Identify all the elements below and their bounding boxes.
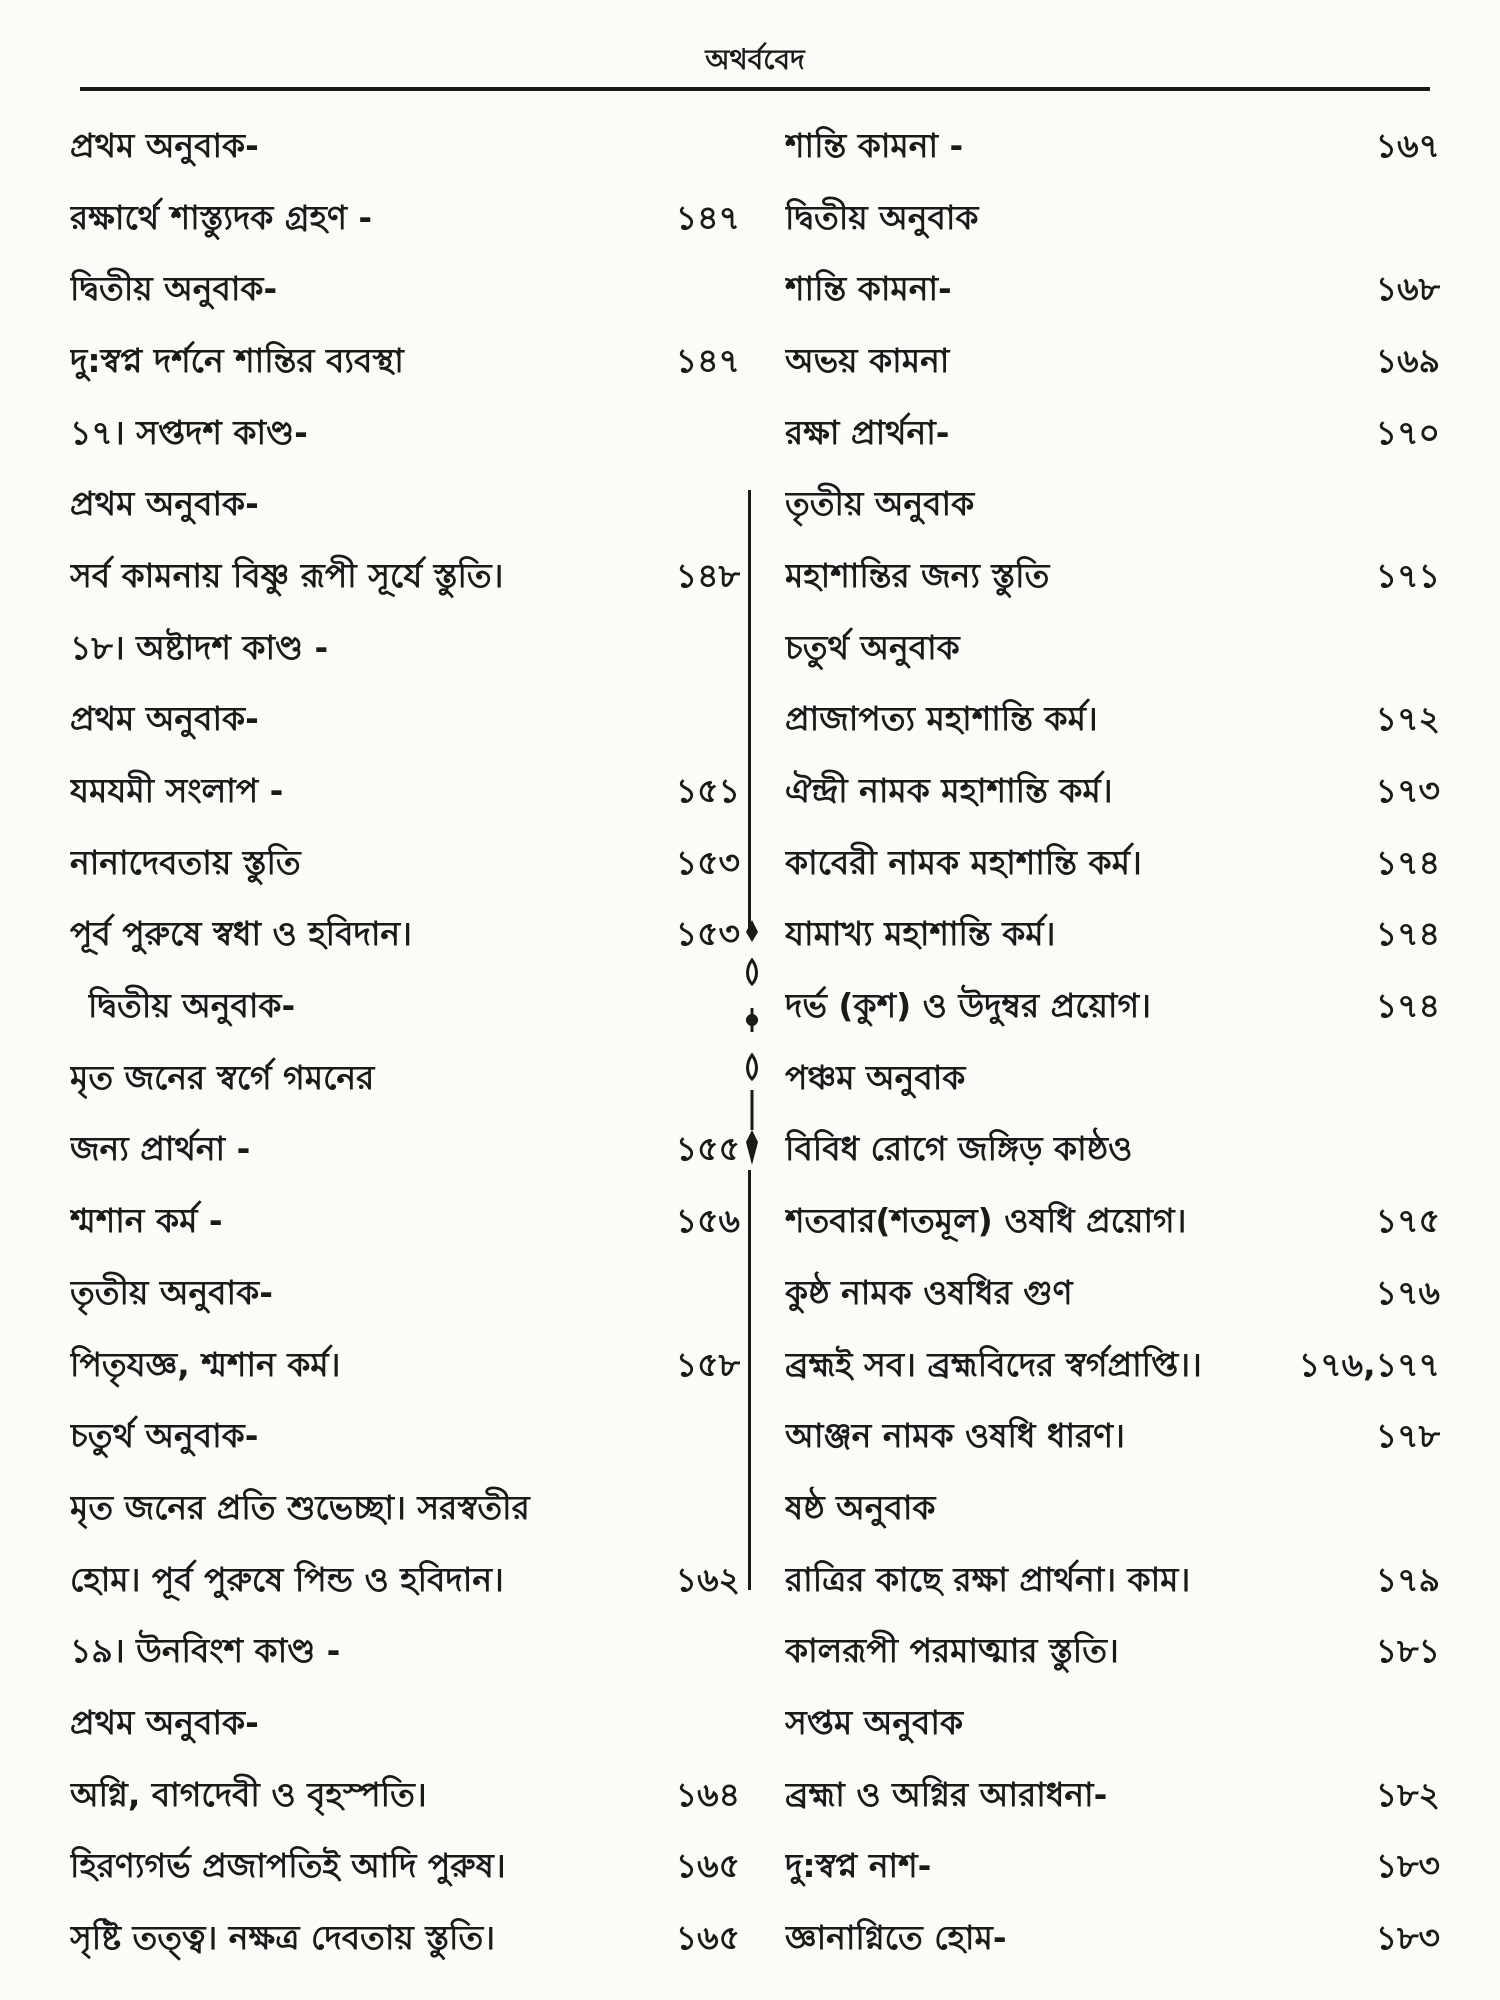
toc-entry-page-number: ১৭৩	[1375, 771, 1440, 811]
toc-entry-text: মহাশান্তির জন্য স্তুতি	[785, 555, 1050, 595]
toc-entry-text: ব্রহ্মা ও অগ্নির আরাধনা-	[785, 1774, 1108, 1814]
toc-entry-page-number: ১৮২	[1375, 1774, 1440, 1814]
toc-entry	[785, 1259, 1440, 1331]
toc-entry-page-number: ১৬৪	[675, 1774, 740, 1814]
toc-entry-page-number: ১৬৫	[675, 1846, 740, 1886]
toc-entry	[785, 1689, 1440, 1761]
toc-entry-page-number: ১৬৯	[1375, 340, 1440, 380]
toc-entry	[70, 1833, 740, 1905]
toc-entry	[785, 1474, 1440, 1546]
toc-entry	[785, 1761, 1440, 1833]
toc-entry-text: প্রথম অনুবাক-	[70, 1702, 259, 1742]
toc-entry-page-number: ১৮৩	[1375, 1918, 1440, 1958]
toc-entry-page-number: ১৫৮	[675, 1344, 740, 1384]
toc-entry	[70, 1761, 740, 1833]
toc-entry-page-number: ১৮১	[1375, 1631, 1440, 1671]
toc-entry-text: যমযমী সংলাপ -	[70, 771, 284, 811]
toc-entry-page-number: ১৮৩	[1375, 1846, 1440, 1886]
column-divider-lower	[748, 1170, 751, 1590]
toc-entry	[70, 1904, 740, 1976]
toc-entry-text: প্রথম অনুবাক-	[70, 699, 259, 739]
toc-entry	[785, 112, 1440, 184]
toc-entry-text: দু:স্বপ্ন নাশ-	[785, 1846, 932, 1886]
column-divider-upper	[748, 490, 751, 930]
toc-entry-text: বিবিধ রোগে জঙ্গিড় কাষ্ঠও	[785, 1129, 1133, 1169]
toc-entry	[785, 972, 1440, 1044]
toc-entry	[70, 399, 740, 471]
toc-entry	[70, 1259, 740, 1331]
toc-entry-page-number: ১৫৬	[675, 1201, 740, 1241]
toc-entry-text: দ্বিতীয় অনুবাক-	[70, 269, 278, 309]
toc-entry-text: দ্বিতীয় অনুবাক-	[88, 986, 296, 1026]
toc-entry	[70, 686, 740, 758]
toc-entry	[70, 614, 740, 686]
toc-entry-text: প্রথম অনুবাক-	[70, 125, 259, 165]
toc-entry-text: শ্মশান কর্ম -	[70, 1201, 223, 1241]
toc-entry-text: ঐন্দ্রী নামক মহাশান্তি কর্ম।	[785, 771, 1113, 811]
toc-entry-text: ব্রহ্মই সব। ব্রহ্মবিদের স্বর্গপ্রাপ্তি।।	[785, 1344, 1202, 1384]
toc-entry	[785, 399, 1440, 471]
toc-entry	[70, 112, 740, 184]
toc-entry-page-number: ১৭১	[1375, 555, 1440, 595]
toc-entry	[70, 1474, 740, 1546]
toc-entry	[785, 757, 1440, 829]
toc-entry-text: শান্তি কামনা -	[785, 125, 964, 165]
toc-entry-text: পিতৃযজ্ঞ, শ্মশান কর্ম।	[70, 1344, 341, 1384]
toc-entry-text: তৃতীয় অনুবাক	[785, 484, 975, 524]
toc-entry-text: জন্য প্রার্থনা -	[70, 1129, 251, 1169]
toc-entry	[785, 1833, 1440, 1905]
toc-entry-text: সর্ব কামনায় বিষ্ণু রূপী সূর্যে স্তুতি।	[70, 555, 504, 595]
toc-entry-page-number: ১৭৪	[1375, 842, 1440, 882]
ornamental-divider	[744, 920, 760, 1170]
toc-entry-text: তৃতীয় অনুবাক-	[70, 1272, 273, 1312]
toc-entry-page-number: ১৪৭	[675, 340, 740, 380]
toc-entry-text: ষষ্ঠ অনুবাক	[785, 1487, 936, 1527]
toc-entry-page-number: ১৬৭	[1375, 125, 1440, 165]
toc-entry	[785, 327, 1440, 399]
toc-entry-text: কালরূপী পরমাত্মার স্তুতি।	[785, 1631, 1119, 1671]
toc-entry-text: দ্বিতীয় অনুবাক	[785, 197, 979, 237]
toc-entry-text: প্রথম অনুবাক-	[70, 484, 259, 524]
toc-entry	[785, 542, 1440, 614]
toc-entry-text: চতুর্থ অনুবাক-	[70, 1416, 259, 1456]
toc-entry	[785, 184, 1440, 256]
toc-entry	[70, 470, 740, 542]
toc-entry-text: কাবেরী নামক মহাশান্তি কর্ম।	[785, 842, 1142, 882]
toc-entry-page-number: ১৬৫	[675, 1918, 740, 1958]
toc-entry-text: সৃষ্টি তত্ত্ব। নক্ষত্র দেবতায় স্তুতি।	[70, 1918, 496, 1958]
page-header-title: অথর্ববেদ	[705, 43, 805, 76]
toc-entry-text: কুষ্ঠ নামক ওষধির গুণ	[785, 1272, 1073, 1312]
toc-entry	[785, 614, 1440, 686]
toc-entry	[785, 1617, 1440, 1689]
toc-entry-page-number: ১৭৮	[1375, 1416, 1440, 1456]
toc-entry-text: অগ্নি, বাগদেবী ও বৃহস্পতি।	[70, 1774, 427, 1814]
toc-entry-page-number: ১৫১	[675, 771, 740, 811]
toc-entry	[70, 327, 740, 399]
toc-entry	[70, 829, 740, 901]
toc-entry-page-number: ১৬২	[675, 1559, 740, 1599]
toc-entry-text: ১৮। অষ্টাদশ কাণ্ড -	[70, 627, 329, 667]
toc-entry	[785, 1044, 1440, 1116]
toc-entry	[70, 1187, 740, 1259]
toc-entry	[70, 757, 740, 829]
toc-entry	[70, 1617, 740, 1689]
toc-entry	[70, 901, 740, 973]
toc-entry-page-number: ১৪৭	[675, 197, 740, 237]
toc-entry-page-number: ১৪৮	[675, 555, 740, 595]
toc-entry-page-number: ১৭৫	[1375, 1201, 1440, 1241]
toc-entry	[785, 829, 1440, 901]
toc-entry-text: পঞ্চম অনুবাক	[785, 1057, 966, 1097]
toc-entry-text: হোম। পূর্ব পুরুষে পিন্ড ও হবিদান।	[70, 1559, 504, 1599]
toc-entry	[785, 1904, 1440, 1976]
toc-entry-page-number: ১৫৫	[675, 1129, 740, 1169]
toc-entry-text: সপ্তম অনুবাক	[785, 1702, 964, 1742]
toc-entry-text: আঞ্জন নামক ওষধি ধারণ।	[785, 1416, 1125, 1456]
toc-entry	[785, 901, 1440, 973]
toc-entry-text: ১৯। উনবিংশ কাণ্ড -	[70, 1631, 341, 1671]
toc-entry	[785, 686, 1440, 758]
toc-entry	[70, 1689, 740, 1761]
toc-entry	[70, 542, 740, 614]
toc-entry-text: রক্ষার্থে শাস্ত্যুদক গ্রহণ -	[70, 197, 373, 237]
toc-entry-text: মৃত জনের স্বর্গে গমনের	[70, 1057, 375, 1097]
toc-entry-text: অভয় কামনা	[785, 340, 950, 380]
toc-entry-text: দু:স্বপ্ন দর্শনে শান্তির ব্যবস্থা	[70, 340, 404, 380]
toc-entry-text: দর্ভ (কুশ) ও উদুম্বর প্রয়োগ।	[785, 986, 1151, 1026]
toc-entry	[70, 972, 740, 1044]
toc-entry	[785, 1331, 1440, 1403]
toc-entry-page-number: ১৫৩	[675, 914, 740, 954]
toc-entry-text: যামাখ্য মহাশান্তি কর্ম।	[785, 914, 1056, 954]
toc-entry-text: প্রাজাপত্য মহাশান্তি কর্ম।	[785, 699, 1098, 739]
toc-entry	[785, 1116, 1440, 1188]
toc-entry	[70, 1546, 740, 1618]
toc-entry-page-number: ১৭৯	[1375, 1559, 1440, 1599]
toc-entry-text: রক্ষা প্রার্থনা-	[785, 412, 950, 452]
right-toc-column	[785, 112, 1440, 1976]
toc-entry	[70, 1331, 740, 1403]
toc-entry-page-number: ১৭৬,১৭৭	[1298, 1344, 1440, 1384]
toc-entry-page-number: ১৬৮	[1375, 269, 1440, 309]
header-rule	[80, 87, 1430, 91]
left-toc-column	[70, 112, 740, 1976]
toc-entry	[70, 184, 740, 256]
toc-entry-page-number: ১৭৬	[1375, 1272, 1440, 1312]
toc-entry-text: চতুর্থ অনুবাক	[785, 627, 960, 667]
toc-entry	[70, 1044, 740, 1116]
toc-entry-text: ১৭। সপ্তদশ কাণ্ড-	[70, 412, 308, 452]
toc-entry-page-number: ১৭৪	[1375, 914, 1440, 954]
toc-entry	[70, 255, 740, 327]
toc-entry	[70, 1402, 740, 1474]
toc-entry	[785, 1187, 1440, 1259]
toc-entry-text: শতবার(শতমূল) ওষধি প্রয়োগ।	[785, 1201, 1187, 1241]
toc-entry	[70, 1116, 740, 1188]
toc-entry-text: রাত্রির কাছে রক্ষা প্রার্থনা। কাম।	[785, 1559, 1191, 1599]
toc-entry-text: মৃত জনের প্রতি শুভেচ্ছা। সরস্বতীর	[70, 1487, 530, 1527]
toc-entry	[785, 1402, 1440, 1474]
toc-entry-page-number: ১৭২	[1375, 699, 1440, 739]
toc-entry-page-number: ১৭০	[1375, 412, 1440, 452]
toc-entry-text: নানাদেবতায় স্তুতি	[70, 842, 301, 882]
toc-entry	[785, 470, 1440, 542]
toc-entry-text: জ্ঞানাগ্নিতে হোম-	[785, 1918, 1007, 1958]
toc-entry	[785, 1546, 1440, 1618]
toc-entry	[785, 255, 1440, 327]
toc-entry-page-number: ১৫৩	[675, 842, 740, 882]
toc-entry-text: শান্তি কামনা-	[785, 269, 952, 309]
toc-entry-text: হিরণ্যগর্ভ প্রজাপতিই আদি পুরুষ।	[70, 1846, 506, 1886]
toc-entry-page-number: ১৭৪	[1375, 986, 1440, 1026]
toc-entry-text: পূর্ব পুরুষে স্বধা ও হবিদান।	[70, 914, 412, 954]
